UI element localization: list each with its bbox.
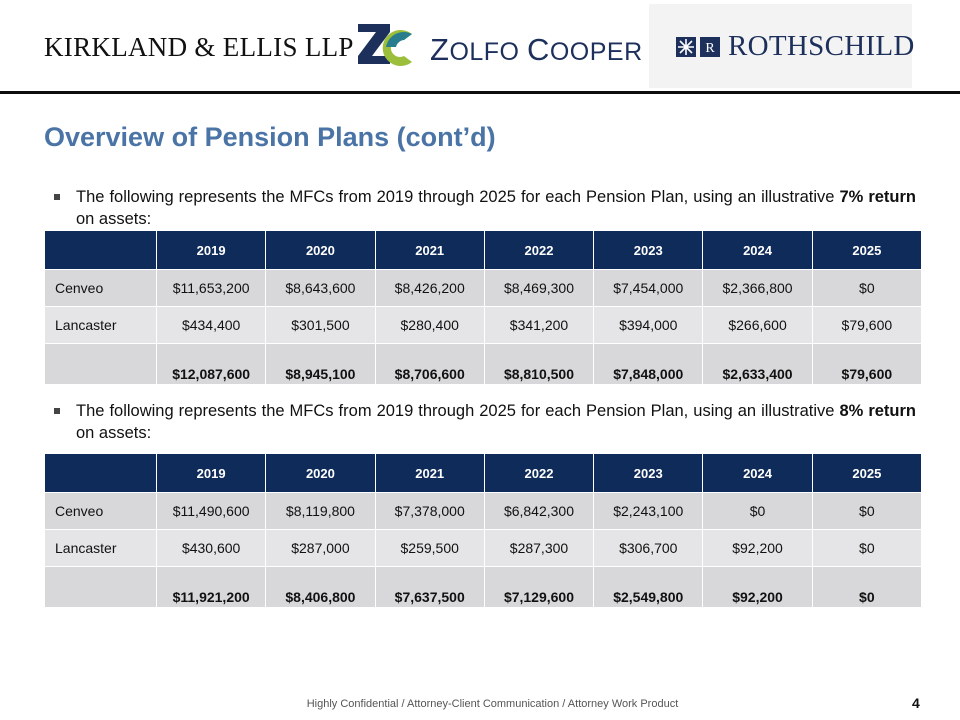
bullet-text: The following represents the MFCs from 2019 through 2025 for each Pension Plan, using an illustrative 7% return on assets: — [76, 188, 916, 228]
table-cell: $430,600 — [157, 530, 266, 567]
header-divider — [0, 91, 960, 94]
kirkland-ellis-logo: KIRKLAND & ELLIS LLP — [44, 32, 354, 62]
bullet-text: The following represents the MFCs from 2019 through 2025 for each Pension Plan, using an illustrative 8% return on assets: — [76, 402, 916, 442]
rothschild-mark-letter: R — [705, 41, 715, 56]
table-cell: $7,454,000 — [594, 270, 703, 307]
table-cell: $394,000 — [594, 307, 703, 344]
table-header-row — [45, 231, 922, 270]
table-cell: $8,119,800 — [266, 493, 375, 530]
bullet-7-percent — [56, 186, 916, 230]
total-cell: $92,200 — [703, 567, 812, 608]
table-cell: $434,400 — [157, 307, 266, 344]
total-cell: $7,129,600 — [484, 567, 593, 608]
row-label: Cenveo — [45, 270, 157, 307]
zolfo-cooper-logo-text: ZOLFO COOPER — [430, 32, 643, 67]
header-cell-2019: 2019 — [157, 231, 266, 270]
table-row-cenveo — [45, 493, 922, 530]
row-label: Cenveo — [45, 493, 157, 530]
row-label — [45, 567, 157, 608]
table-cell: $341,200 — [484, 307, 593, 344]
table-cell: $259,500 — [375, 530, 484, 567]
row-label — [45, 344, 157, 385]
total-cell: $7,848,000 — [594, 344, 703, 385]
table-cell: $306,700 — [594, 530, 703, 567]
header-cell-2024: 2024 — [703, 454, 812, 493]
total-cell: $8,945,100 — [266, 344, 375, 385]
table-cell: $11,653,200 — [157, 270, 266, 307]
table-cell: $6,842,300 — [484, 493, 593, 530]
header-cell-blank — [45, 231, 157, 270]
bullet-square-icon — [54, 194, 60, 200]
table-cell: $0 — [812, 493, 921, 530]
total-cell: $8,406,800 — [266, 567, 375, 608]
header-cell-2019: 2019 — [157, 454, 266, 493]
total-cell: $8,706,600 — [375, 344, 484, 385]
header-cell-2022: 2022 — [484, 454, 593, 493]
table-header-row — [45, 454, 922, 493]
table-cell: $7,378,000 — [375, 493, 484, 530]
slide-title: Overview of Pension Plans (cont’d) — [44, 122, 496, 152]
rothschild-logo-text: ROTHSCHILD — [728, 30, 915, 62]
mfc-table-7-percent — [44, 230, 922, 385]
total-cell: $8,810,500 — [484, 344, 593, 385]
zolfo-cooper-mark-icon — [356, 20, 414, 72]
total-cell: $2,549,800 — [594, 567, 703, 608]
table-cell: $92,200 — [703, 530, 812, 567]
header-cell-2020: 2020 — [266, 231, 375, 270]
table-row-cenveo — [45, 270, 922, 307]
slide-header — [0, 0, 960, 92]
header-cell-2024: 2024 — [703, 231, 812, 270]
table-cell: $0 — [703, 493, 812, 530]
header-cell-2021: 2021 — [375, 231, 484, 270]
page-number: 4 — [912, 695, 920, 711]
table-cell: $280,400 — [375, 307, 484, 344]
row-label: Lancaster — [45, 307, 157, 344]
total-cell: $79,600 — [812, 344, 921, 385]
table-row-lancaster — [45, 307, 922, 344]
table-cell: $287,300 — [484, 530, 593, 567]
table-cell: $0 — [812, 530, 921, 567]
bullet-8-percent — [56, 400, 916, 444]
table-row-lancaster — [45, 530, 922, 567]
table-row-total — [45, 344, 922, 385]
header-cell-2022: 2022 — [484, 231, 593, 270]
total-cell: $12,087,600 — [157, 344, 266, 385]
table-cell: $8,643,600 — [266, 270, 375, 307]
header-cell-2021: 2021 — [375, 454, 484, 493]
total-cell: $11,921,200 — [157, 567, 266, 608]
table-cell: $8,469,300 — [484, 270, 593, 307]
table-cell: $301,500 — [266, 307, 375, 344]
total-cell: $2,633,400 — [703, 344, 812, 385]
table-row-total — [45, 567, 922, 608]
total-cell: $7,637,500 — [375, 567, 484, 608]
bullet-square-icon — [54, 408, 60, 414]
header-cell-2023: 2023 — [594, 454, 703, 493]
header-cell-2025: 2025 — [812, 454, 921, 493]
rothschild-crest-icon — [676, 37, 722, 57]
table-cell: $2,366,800 — [703, 270, 812, 307]
table-cell: $2,243,100 — [594, 493, 703, 530]
table-cell: $0 — [812, 270, 921, 307]
table-cell: $79,600 — [812, 307, 921, 344]
confidentiality-footer: Highly Confidential / Attorney-Client Communication / Attorney Work Product — [306, 698, 679, 710]
row-label: Lancaster — [45, 530, 157, 567]
total-cell: $0 — [812, 567, 921, 608]
table-cell: $287,000 — [266, 530, 375, 567]
header-cell-2023: 2023 — [594, 231, 703, 270]
table-cell: $11,490,600 — [157, 493, 266, 530]
header-cell-blank — [45, 454, 157, 493]
mfc-table-8-percent — [44, 453, 922, 608]
header-cell-2020: 2020 — [266, 454, 375, 493]
header-cell-2025: 2025 — [812, 231, 921, 270]
table-cell: $8,426,200 — [375, 270, 484, 307]
table-cell: $266,600 — [703, 307, 812, 344]
